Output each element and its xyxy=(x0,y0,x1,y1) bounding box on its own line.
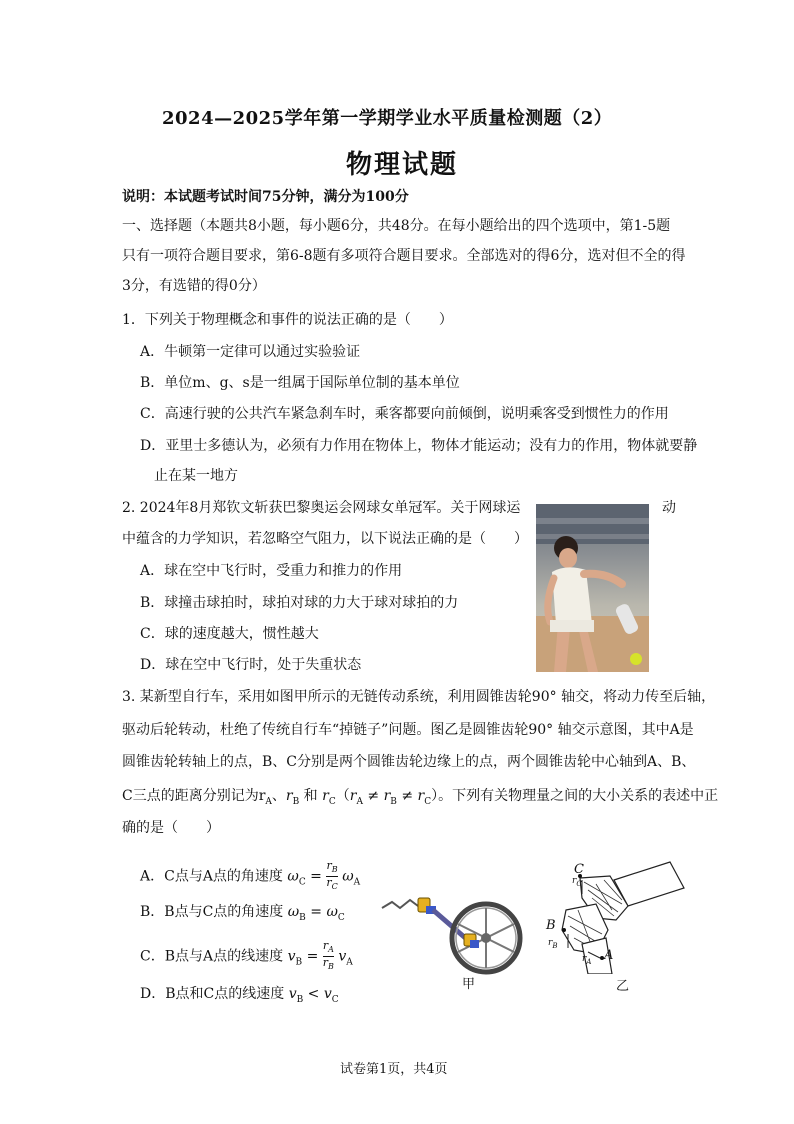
q3-stem-line1: 3. 某新型自行车，采用如图甲所示的无链传动系统，利用圆锥齿轮90° 轴交，将动力传至后轴， xyxy=(122,689,716,705)
exam-note: 说明：本试题考试时间75分钟，满分为100分 xyxy=(122,189,409,205)
q3-option-d: D．B点和C点的线速度 $v_B < v_C$ xyxy=(140,986,339,1005)
q3-option-b: B．B点与C点的角速度 $\omega_B = \omega_C$ xyxy=(140,904,345,923)
q1-stem: 1．下列关于物理概念和事件的说法正确的是（ ） xyxy=(122,312,453,328)
q1-option-d-line2: 止在某一地方 xyxy=(154,468,238,484)
subject-title: 物理试题 xyxy=(346,150,459,180)
q3-stem-line3: 圆锥齿轮转轴上的点，B、C分别是两个圆锥齿轮边缘上的点，两个圆锥齿轮中心轴到A、B、 xyxy=(122,754,696,770)
q2-stem-line2: 中蕴含的力学知识，若忽略空气阻力，以下说法正确的是（ ） xyxy=(122,531,528,547)
q2-option-c: C．球的速度越大，惯性越大 xyxy=(140,626,319,642)
figure-yi-point-c: C xyxy=(574,862,584,877)
page-footer: 试卷第1页，共4页 xyxy=(340,1062,448,1077)
q1-option-b: B．单位m、g、s是一组属于国际单位制的基本单位 xyxy=(140,375,460,391)
q1-option-a: A．牛顿第一定律可以通过实验验证 xyxy=(140,344,361,360)
figure-yi-rc: $r_C$ xyxy=(572,876,582,888)
q3-stem-line4: C三点的距离分别记为$r_A$、$r_B$ 和 $r_C(r_A \ne r_B \ne r_C)$。下列有关物理量之间的大小关系的表述中正 xyxy=(122,788,719,807)
q3-stem-line2: 驱动后轮转动，杜绝了传统自行车“掉链子”问题。图乙是圆锥齿轮90° 轴交示意图，其中A是 xyxy=(122,722,694,738)
figure-yi-rb: $r_B$ xyxy=(548,938,558,950)
tennis-player-illustration xyxy=(536,504,649,672)
exam-title: 2024—2025学年第一学期学业水平质量检测题（2） xyxy=(162,108,613,129)
q1-option-c: C．高速行驶的公共汽车紧急刹车时，乘客都要向前倾倒，说明乘客受到惯性力的作用 xyxy=(140,406,669,422)
section-instructions-line2: 只有一项符合题目要求，第6-8题有多项符合题目要求。全部选对的得6分，选对但不全的得 xyxy=(122,248,686,264)
q1-option-d-line1: D．亚里士多德认为，必须有力作用在物体上，物体才能运动；没有力的作用，物体就要静 xyxy=(140,438,698,454)
figure-yi-point-b: B xyxy=(546,918,556,933)
q2-stem-line1: 2. 2024年8月郑钦文斩获巴黎奥运会网球女单冠军。关于网球运 xyxy=(122,500,521,516)
section-instructions-line1: 一、选择题（本题共8小题，每小题6分，共48分。在每小题给出的四个选项中，第1-5题 xyxy=(122,218,671,234)
q3-stem-line5: 确的是（ ） xyxy=(122,820,220,836)
figure-yi-ra: $r_A$ xyxy=(582,954,592,966)
q2-option-d: D．球在空中飞行时，处于失重状态 xyxy=(140,657,362,673)
q2-option-b: B．球撞击球拍时，球拍对球的力大于球对球拍的力 xyxy=(140,595,459,611)
q2-option-a: A．球在空中飞行时，受重力和推力的作用 xyxy=(140,563,403,579)
figure-yi-label: 乙 xyxy=(616,979,630,994)
q3-option-c: C．B点与A点的线速度 $v_B$ = $\frac{r_A}{r_B}$ $v_A$ xyxy=(140,939,353,972)
q3-option-a: A．C点与A点的角速度 $\omega_C$ = $\frac{r_B}{r_C}$ $\omega_A$ xyxy=(140,859,361,892)
figure-jia-label: 甲 xyxy=(462,977,476,992)
figure-yi-point-a: A xyxy=(604,948,614,963)
section-instructions-line3: 3分，有选错的得0分） xyxy=(122,278,266,294)
figure-jia-drive-system xyxy=(378,880,528,980)
figure-yi-bevel-gear xyxy=(552,854,692,974)
tennis-player-photo xyxy=(536,504,649,672)
q2-stem-line1-end: 动 xyxy=(662,500,676,516)
